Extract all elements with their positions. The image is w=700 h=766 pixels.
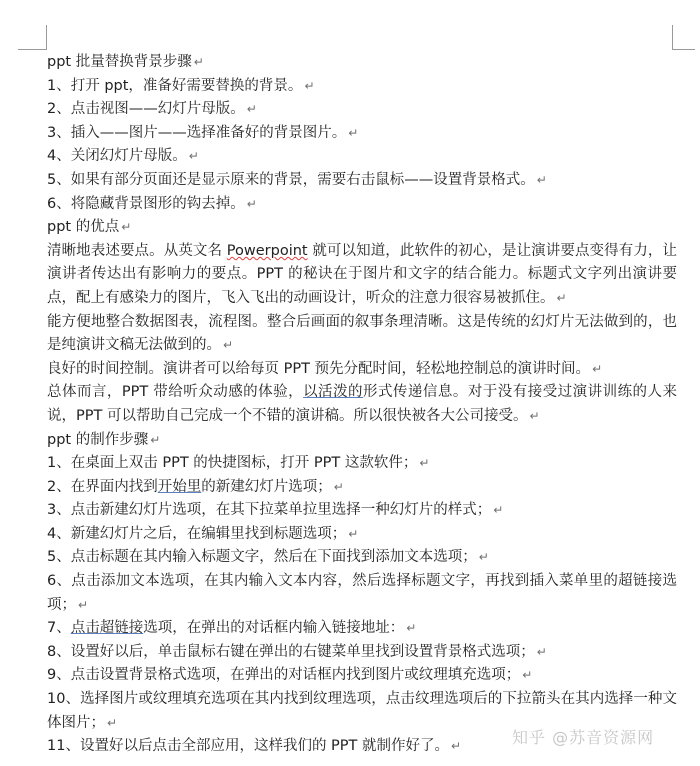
paragraph-mark-icon: ↵ — [348, 125, 359, 140]
paragraph-mark-icon: ↵ — [451, 739, 462, 754]
list-item: 5、点击标题在其内输入标题文字，然后在下面找到添加文本选项； ↵ — [47, 549, 489, 566]
paragraph-mark-icon: ↵ — [78, 597, 89, 612]
paragraph-mark-icon: ↵ — [536, 644, 547, 659]
paragraph-mark-icon: ↵ — [246, 102, 257, 117]
section-title-advantages: ppt 的优点 ↵ — [47, 219, 132, 236]
paragraph-mark-icon: ↵ — [121, 220, 132, 235]
paragraph-mark-icon: ↵ — [406, 621, 417, 636]
document-body[interactable] — [47, 51, 677, 759]
watermark-text: 知乎 @苏音资源网 — [512, 728, 655, 747]
list-item: 9、点击设置背景格式选项，在弹出的对话框内找到图片或纹理填充选项； ↵ — [47, 667, 533, 684]
paragraph-mark-icon: ↵ — [333, 479, 344, 494]
paragraph-mark-icon: ↵ — [536, 172, 547, 187]
list-item: 5、如果有部分页面还是显示原来的背景，需要右击鼠标——设置背景格式。 ↵ — [47, 171, 547, 188]
list-item: 6、点击添加文本选项，在其内输入文本内容，然后选择标题文字，再找到插入菜单里的超链接选项； ↵ — [47, 573, 677, 613]
paragraph-mark-icon: ↵ — [304, 78, 315, 93]
underlined-phrase: 点击超链接 — [70, 620, 144, 637]
paragraph-mark-icon: ↵ — [348, 526, 359, 541]
paragraph-mark-icon: ↵ — [150, 432, 161, 447]
paragraph-mark-icon: ↵ — [522, 668, 533, 683]
list-item: 3、插入——图片——选择准备好的背景图片。 ↵ — [47, 124, 359, 141]
list-item: 7、点击超链接选项，在弹出的对话框内输入链接地址： ↵ — [47, 620, 417, 637]
paragraph-mark-icon: ↵ — [246, 196, 257, 211]
paragraph-mark-icon: ↵ — [193, 55, 204, 69]
paragraph-mark-icon: ↵ — [529, 408, 540, 423]
page-corner-marker-left — [18, 25, 47, 50]
paragraph-clear-points: 清晰地表述要点。从英文名 Powerpoint 就可以知道，此软件的初心，是让演讲要点变得有力，让演讲者传达出有影响力的要点。PPT 的秘诀在于图片和文字的结合能力。标题式文字列出演讲要点，配上有感染力的图片，飞入飞出的动画设计，听众的注意力很容易被抓住。 ↵ — [47, 242, 678, 306]
paragraph-mark-icon: ↵ — [556, 290, 567, 305]
paragraph-time-control: 良好的时间控制。演讲者可以给每页 PPT 预先分配时间，轻松地控制总的演讲时间。 ↵ — [47, 360, 603, 377]
section-title-batch-replace: ppt 批量替换背景步骤 ↵ — [47, 54, 204, 70]
paragraph-mark-icon: ↵ — [419, 456, 430, 471]
paragraph-mark-icon: ↵ — [493, 503, 504, 518]
list-item: 10、选择图片或纹理填充选项在其内找到纹理选项，点击纹理选项后的下拉箭头在其内选择一种文体图片； ↵ — [47, 691, 677, 731]
paragraph-mark-icon: ↵ — [223, 338, 234, 353]
list-item: 1、在桌面上双击 PPT 的快捷图标，打开 PPT 这款软件； ↵ — [47, 455, 430, 472]
paragraph-mark-icon: ↵ — [107, 715, 118, 730]
list-item: 6、将隐藏背景图形的钩去掉。 ↵ — [47, 195, 257, 212]
section-title-making-steps: ppt 的制作步骤 ↵ — [47, 431, 161, 448]
paragraph-data-integration: 能方便地整合数据图表，流程图。整合后画面的叙事条理清晰。这是传统的幻灯片无法做到的，也是纯演讲文稿无法做到的。 ↵ — [47, 313, 677, 354]
paragraph-summary: 总体而言，PPT 带给听众动感的体验，以活泼的形式传递信息。对于没有接受过演讲训练的人来说，PPT 可以帮助自己完成一个不错的演讲稿。所以很快被各大公司接受。 ↵ — [47, 384, 678, 424]
list-item: 11、设置好以后点击全部应用，这样我们的 PPT 就制作好了。 ↵ — [47, 738, 462, 755]
list-item: 1、打开 ppt，准备好需要替换的背景。 ↵ — [47, 77, 315, 94]
paragraph-mark-icon: ↵ — [478, 550, 489, 565]
paragraph-mark-icon: ↵ — [592, 361, 603, 376]
page-corner-marker-right — [672, 25, 695, 50]
list-item: 3、点击新建幻灯片选项，在其下拉菜单拉里选择一种幻灯片的样式； ↵ — [47, 502, 504, 519]
list-item: 4、新建幻灯片之后，在编辑里找到标题选项； ↵ — [47, 525, 359, 542]
underlined-phrase: 开始里 — [157, 478, 202, 495]
list-item: 4、关闭幻灯片母版。 ↵ — [47, 148, 199, 165]
list-item: 2、在界面内找到开始里的新建幻灯片选项； ↵ — [47, 478, 344, 495]
list-item: 8、设置好以后，单击鼠标右键在弹出的右键菜单里找到设置背景格式选项； ↵ — [47, 643, 547, 660]
underlined-phrase: 以活泼的 — [303, 384, 363, 401]
spellcheck-word: Powerpoint — [226, 242, 308, 259]
paragraph-mark-icon: ↵ — [188, 149, 199, 164]
list-item: 2、点击视图——幻灯片母版。 ↵ — [47, 101, 257, 118]
